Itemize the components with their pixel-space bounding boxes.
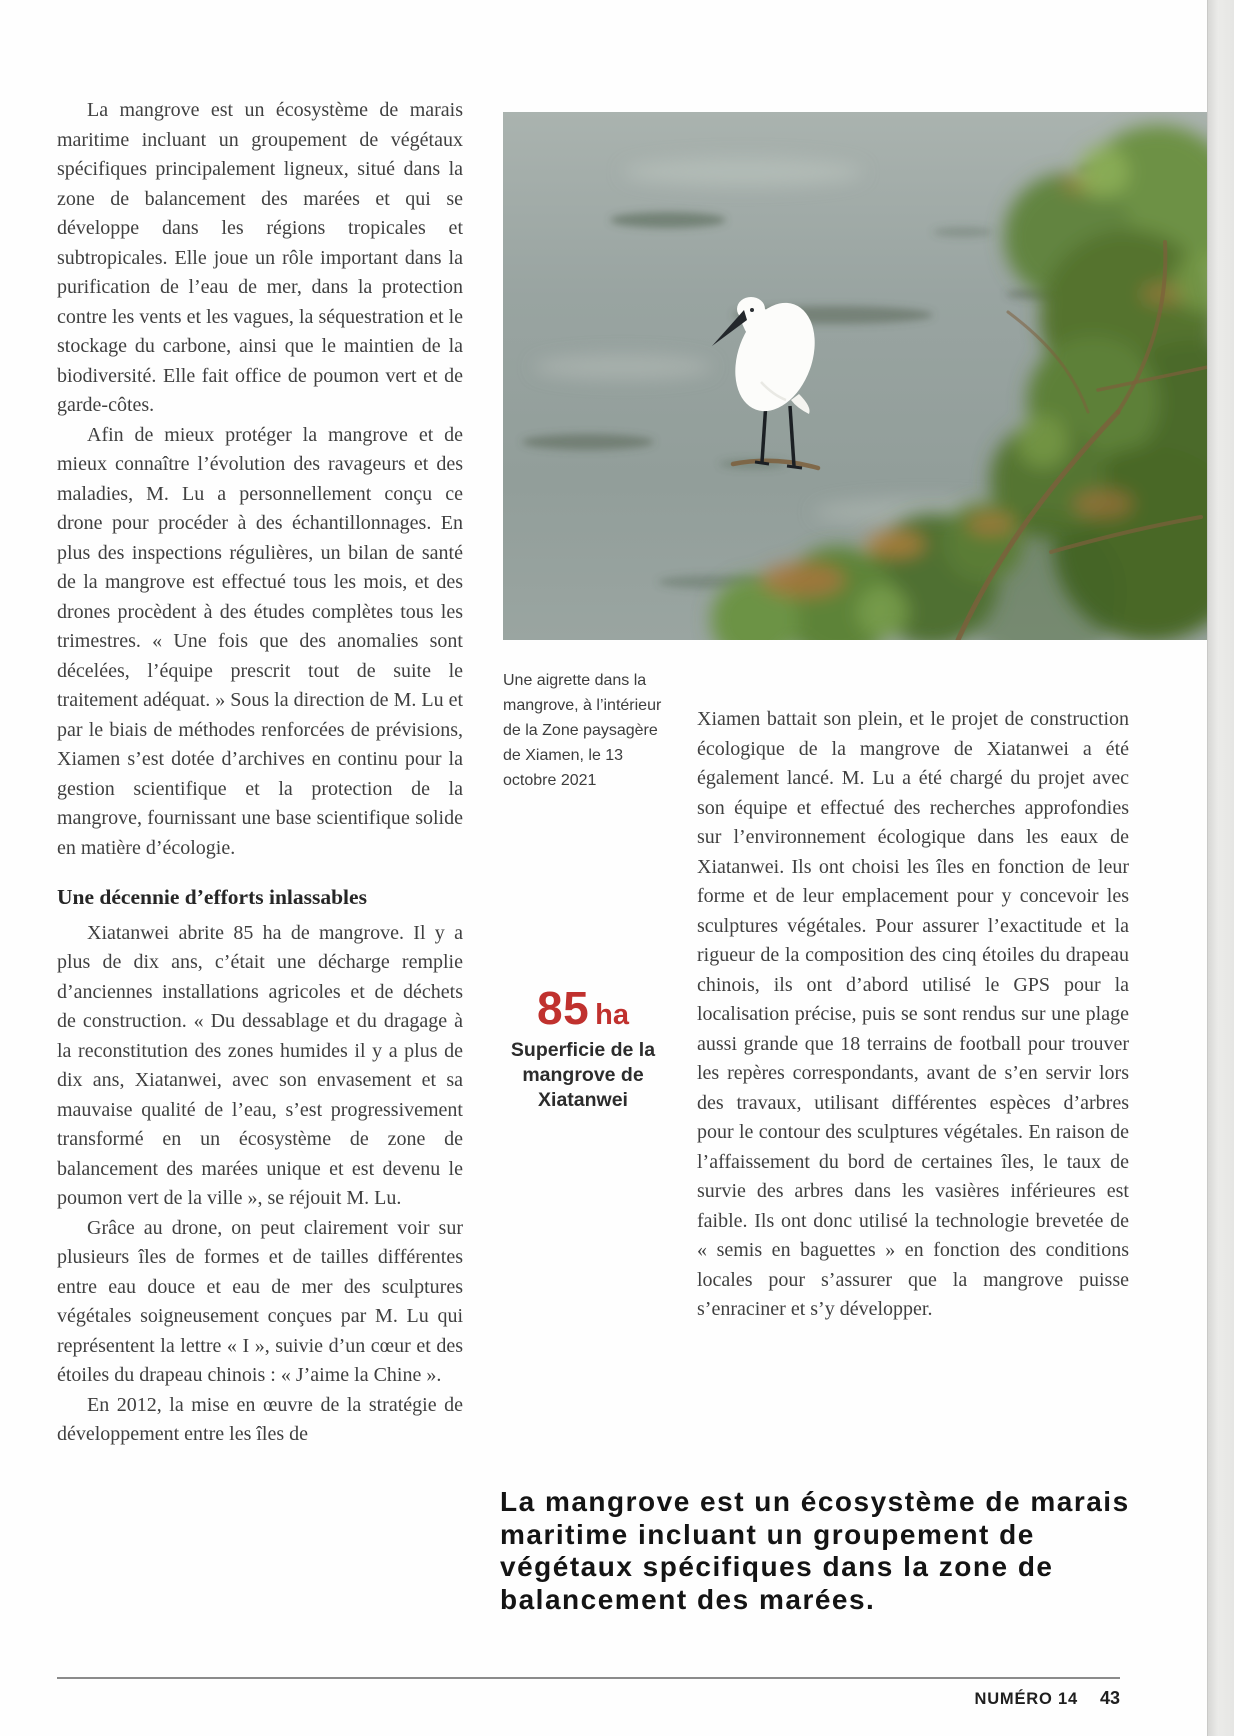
paragraph: En 2012, la mise en œuvre de la stratégie de développement entre les îles de [57, 1393, 463, 1445]
stat-block [478, 982, 688, 1113]
pull-quote: La mangrove est un écosystème de marais maritime incluant un groupement de végétaux spécifiques dans la zone de balancement des marées. [500, 1486, 1130, 1615]
paragraph: Grâce au drone, on peut clairement voir sur plusieurs îles de formes et de tailles différentes entre eau douce et eau de mer des sculptures végétales soigneusement conçues par M. Lu qui représentent la lettre « I », suivie d’un cœur et des étoiles du drapeau chinois : « J’aime la Chine ». [57, 1216, 463, 1386]
page-edge-strip [1207, 0, 1234, 1736]
paragraph: Xiamen battait son plein, et le projet de construction écologique de la mangrove de Xiatanwei a été également lancé. M. Lu a été chargé du projet avec son équipe et effectué des recherches approfondies sur l’environnement écologique dans les eaux de Xiatanwei. Ils ont choisi les îles en fonction de leur forme et de leur emplacement pour y concevoir les sculptures végétales. Pour assurer l’exactitude et la rigueur de la composition des cinq étoiles du drapeau chinois, ils ont d’abord utilisé le GPS pour la localisation précise, puis se sont rendus sur une plage aussi grande que 18 terrains de football pour trouver les repères correspondants, avant de s’en servir lors des travaux, utilisant différentes espèces d’arbres pour le contour des sculptures végétales. En raison de l’affaissement du bord de certaines îles, le taux de survie des arbres dans les vasières inférieures est faible. Ils ont donc utilisé la technologie brevetée de « semis en baguettes » en fonction des conditions locales pour s’assurer que la mangrove puisse s’enraciner et s’y développer. [697, 708, 1129, 1320]
stat-label: Superficie de la mangrove de Xiatanwei [510, 1039, 656, 1111]
paragraph: Afin de mieux protéger la mangrove et de mieux connaître l’évolution des ravageurs et des maladies, M. Lu a personnellement conçu ce drone pour procéder à des échantillonnages. En plus des inspections régulières, un bilan de santé de la mangrove est effectué tous les mois, et des drones procèdent à des études complètes tous les trimestres. « Une fois que des anomalies sont décelées, l’équipe prescrit tout de suite le traitement adéquat. » Sous la direction de M. Lu et par le biais de méthodes renforcées de prévisions, Xiamen s’est dotée d’archives en continu pour la gestion scientifique et la protection de la mangrove, fournissant une base scientifique solide en matière d’écologie. [57, 423, 463, 859]
mangrove-egret-photo [503, 112, 1208, 640]
left-text-column [57, 96, 463, 1450]
page-number: 43 [1099, 1688, 1120, 1708]
photo-illustration [503, 112, 1208, 640]
photo-caption: Une aigrette dans la mangrove, à l’intérieur de la Zone paysagère de Xiamen, le 13 octobre 2021 [503, 672, 662, 789]
stat-unit: ha [595, 999, 629, 1031]
issue-label: NUMÉRO 14 [974, 1690, 1078, 1708]
page-footer [57, 1688, 1120, 1709]
paragraph: Xiatanwei abrite 85 ha de mangrove. Il y a plus de dix ans, c’était une décharge remplie d’anciennes installations agricoles et de déchets de construction. « Du dessablage et du dragage à la reconstitution des zones humides il y a plus de dix ans, Xiatanwei, avec son envasement et sa mauvaise qualité de l’eau, s’est progressivement transformé en un écosystème de zone de balancement des marées unique et est devenu le poumon vert de la ville », se réjouit M. Lu. [57, 921, 463, 1209]
stat-value-line [478, 982, 688, 1034]
footer-rule [57, 1677, 1120, 1679]
section-heading: Une décennie d’efforts inlassables [57, 885, 367, 909]
stat-value: 85 [536, 982, 590, 1034]
paragraph: La mangrove est un écosystème de marais maritime incluant un groupement de végétaux spécifiques principalement ligneux, situé dans la zone de balancement des marées et qui se développe dans les régions tropicales et subtropicales. Elle joue un rôle important dans la purification de l’eau de mer, dans la protection contre les vents et les vagues, la séquestration et le stockage du carbone, ainsi que le maintien de la biodiversité. Elle fait office de poumon vert et de garde-côtes. [57, 99, 463, 416]
right-text-column [697, 705, 1129, 1325]
